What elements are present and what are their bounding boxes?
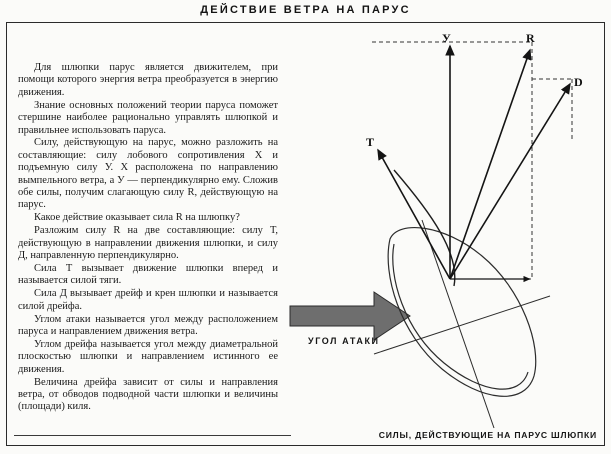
frame-left-rule bbox=[6, 22, 7, 446]
paragraph: Для шлюпки парус является движителем, при помощи которого энергия ветра преобразуется в энергию движения. bbox=[18, 62, 278, 98]
paragraph: Величина дрейфа зависит от силы и направления ветра, от обводов подводной части шлюпки и величины (площади) киля. bbox=[18, 376, 278, 413]
paragraph: Сила Т вызывает движение шлюпки вперед и называется силой тяги. bbox=[18, 263, 278, 287]
vector-label-r: R bbox=[526, 31, 535, 45]
paragraph: Углом дрейфа называется угол между диаметральной плоскостью шлюпки и направлением истинного ее движения. bbox=[18, 338, 278, 375]
figure-caption: СИЛЫ, ДЕЙСТВУЮЩИЕ НА ПАРУС ШЛЮПКИ bbox=[378, 430, 597, 440]
paragraph: Силу, действующую на парус, можно разложить на составляющие: силу лобового сопротивления X и подъемную силу У. X расположена по направлению вымпельного ветра, а У — перпендикулярно ему. Сложив обе силы, получим слагающую силу R, действующую на парус. bbox=[18, 137, 278, 211]
page-title: ДЕЙСТВИЕ ВЕТРА НА ПАРУС bbox=[200, 4, 411, 16]
vector-label-y: У bbox=[442, 31, 451, 45]
vector-label-d: D bbox=[574, 75, 583, 89]
frame-bottom-rule bbox=[6, 445, 605, 446]
vector-label-t: T bbox=[366, 135, 375, 149]
sail-force-diagram bbox=[282, 24, 604, 444]
paragraph: Углом атаки называется угол между расположением паруса и направлением движения ветра. bbox=[18, 313, 278, 338]
paragraph: Сила Д вызывает дрейф и крен шлюпки и называется силой дрейфа. bbox=[18, 288, 278, 312]
attack-angle-label: УГОЛ АТАКИ bbox=[308, 336, 380, 346]
column-divider-rule bbox=[14, 435, 291, 436]
frame-top-rule bbox=[6, 22, 605, 23]
wind-arrow-shape bbox=[290, 292, 410, 340]
paragraph: Какое действие оказывает сила R на шлюпку? bbox=[34, 212, 240, 224]
paragraph: Разложим силу R на две составляющие: силу Т, действующую в направлении движения шлюпки, и силу Д, направленную перпендикулярно. bbox=[18, 225, 278, 262]
frame-right-rule bbox=[604, 22, 605, 446]
article-text-column bbox=[18, 62, 278, 414]
paragraph: Знание основных положений теории паруса поможет стершине наиболее рационально управлять шлюпкой и правильнее использовать паруса. bbox=[18, 99, 278, 136]
